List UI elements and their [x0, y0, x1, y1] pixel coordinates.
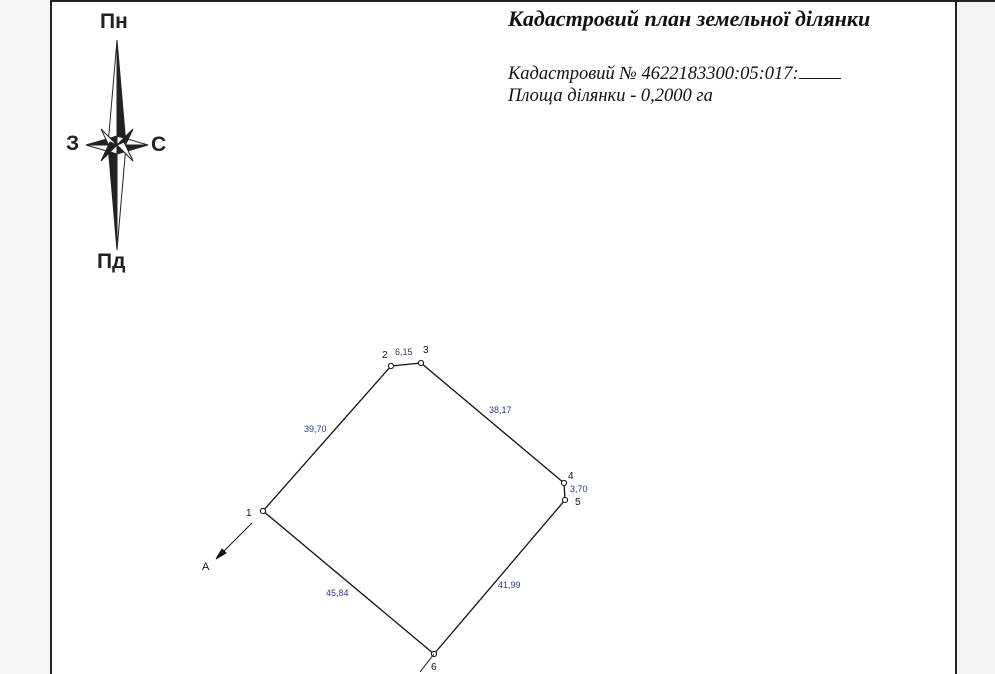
vertex-1-marker: [260, 508, 265, 513]
document-title: Кадастровий план земельної ділянки: [508, 6, 871, 31]
vertex-5-marker: [562, 497, 567, 502]
vertex-label-6: 6: [431, 662, 437, 673]
length-label-4-5: 3,70: [570, 484, 588, 494]
side-1-2: [263, 366, 391, 511]
compass-rose-icon: [86, 40, 148, 250]
vertex-4-marker: [561, 480, 566, 485]
length-label-6-1: 45,84: [326, 588, 349, 598]
length-label-5-6: 41,99: [498, 580, 521, 590]
plot-boundary: [263, 363, 565, 654]
compass-south-label: Пд: [97, 250, 126, 273]
start-marker-label: А: [202, 561, 210, 573]
vertex-markers: [260, 360, 567, 656]
start-arrow-icon: [216, 523, 252, 559]
compass-north-label: Пн: [100, 10, 128, 33]
side-5-6: [434, 500, 565, 654]
vertex-2-marker: [388, 363, 393, 368]
length-label-2-3: 6,15: [395, 347, 413, 357]
vertex-label-5: 5: [575, 497, 581, 508]
side-2-3: [391, 363, 421, 366]
vertex-3-marker: [418, 360, 423, 365]
cadastral-number: Кадастровий № 4622183300:05:017:: [508, 64, 799, 84]
vertex-label-2: 2: [382, 350, 388, 361]
vertex-label-4: 4: [568, 471, 574, 482]
plot-area: Площа ділянки - 0,2000 га: [508, 86, 713, 106]
vertex-label-1: 1: [246, 508, 252, 519]
compass-east-label: С: [151, 133, 167, 156]
vertex-label-3: 3: [423, 345, 429, 356]
length-label-1-2: 39,70: [304, 424, 327, 434]
side-6-1: [263, 511, 434, 654]
length-label-3-4: 38,17: [489, 405, 512, 415]
compass-west-label: З: [66, 132, 80, 155]
side-3-4: [421, 363, 564, 483]
